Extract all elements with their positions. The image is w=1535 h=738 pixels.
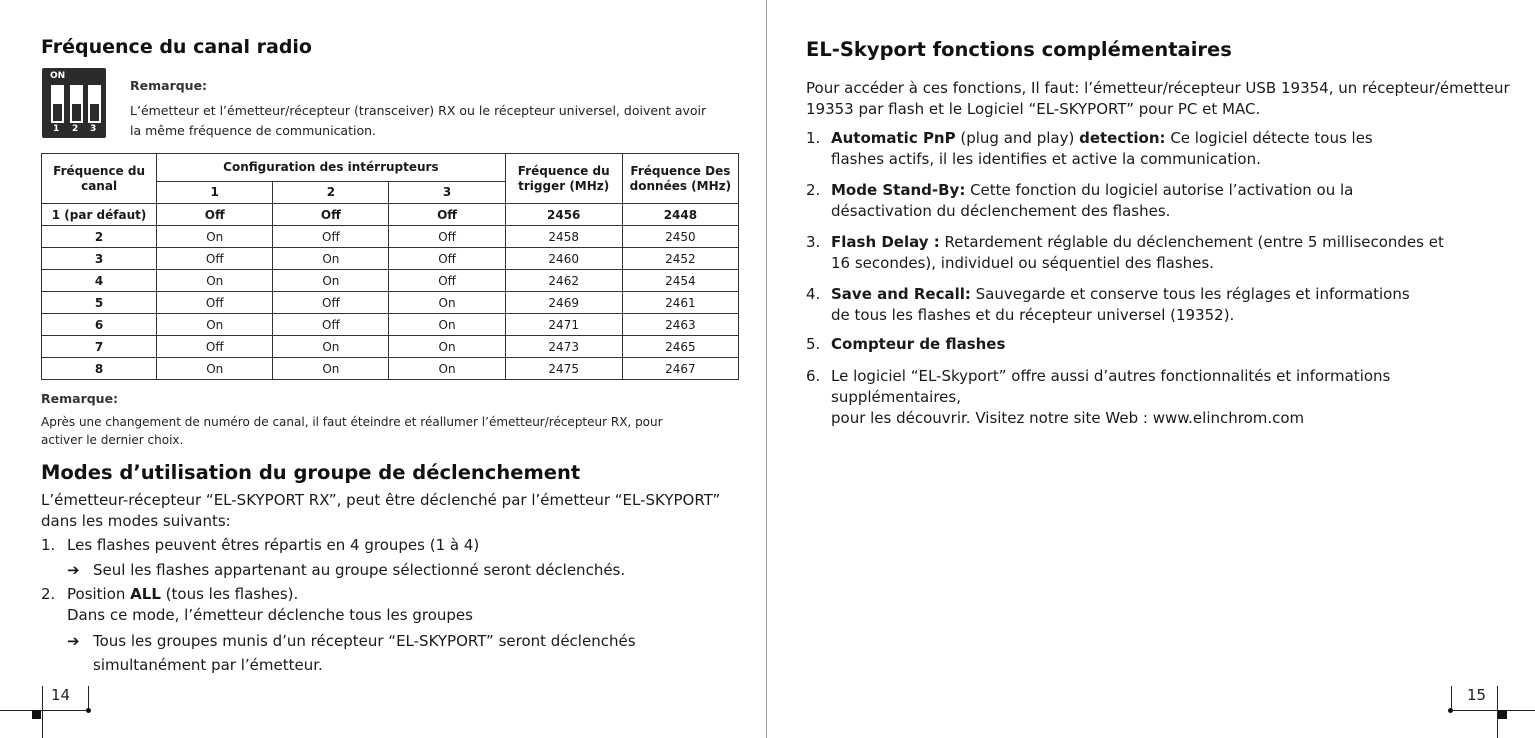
cell-trigger: 2456 xyxy=(505,204,622,226)
list-item: Les flashes peuvent êtres répartis en 4 groupes (1 à 4) xyxy=(67,536,480,554)
modes-intro-line1: L’émetteur-récepteur “EL-SKYPORT RX”, peut être déclenché par l’émetteur “EL-SKYPORT” xyxy=(41,491,721,509)
note-text-2-line1: Après une changement de numéro de canal, il faut éteindre et réallumer l’émetteur/récepteur RX, pour xyxy=(41,415,663,429)
crop-square-mark xyxy=(1498,710,1507,719)
table-row xyxy=(42,336,739,358)
cell-sw3: On xyxy=(389,358,505,380)
cell-sw2: On xyxy=(273,248,389,270)
item-bold: ALL xyxy=(130,585,161,603)
cell-channel: 4 xyxy=(42,270,157,292)
cell-sw3: On xyxy=(389,314,505,336)
frequency-table xyxy=(41,153,739,380)
crop-dot-mark xyxy=(1448,708,1453,713)
list-subitem xyxy=(67,559,625,581)
list-subitem xyxy=(67,630,636,652)
cell-channel: 3 xyxy=(42,248,157,270)
item-text: (plug and play) xyxy=(955,129,1080,147)
cell-data: 2448 xyxy=(622,204,738,226)
cell-sw3: Off xyxy=(389,204,505,226)
table-row xyxy=(42,248,739,270)
list-item-number: 1. xyxy=(806,129,821,147)
table-row xyxy=(42,314,739,336)
arrow-right-icon: ➔ xyxy=(67,632,80,650)
cell-sw2: On xyxy=(273,336,389,358)
col-header-config: Configuration des intérrupteurs xyxy=(157,154,505,182)
note-text-2-line2: activer le dernier choix. xyxy=(41,433,184,447)
crop-mark xyxy=(88,686,89,708)
dip-number-1: 1 xyxy=(53,124,60,134)
table-row xyxy=(42,226,739,248)
functions-intro-line1: Pour accéder à ces fonctions, Il faut: l’émetteur/récepteur USB 19354, un récepteur/émetteur xyxy=(806,79,1510,97)
subitem-text: Tous les groupes munis d’un récepteur “EL-SKYPORT” seront déclenchés xyxy=(93,632,636,650)
list-item-number: 6. xyxy=(806,367,821,385)
dip-switch-3 xyxy=(88,85,101,123)
item-bold: Mode Stand-By: xyxy=(831,181,966,199)
section-title-modes: Modes d’utilisation du groupe de déclenchement xyxy=(41,461,581,484)
cell-sw2: On xyxy=(273,270,389,292)
subitem-text: Seul les flashes appartenant au groupe sélectionné seront déclenchés. xyxy=(93,561,626,579)
modes-intro-line2: dans les modes suivants: xyxy=(41,512,231,530)
cell-sw1: Off xyxy=(157,248,273,270)
item-bold: Automatic PnP xyxy=(831,129,956,147)
cell-data: 2467 xyxy=(622,358,738,380)
cell-channel: 6 xyxy=(42,314,157,336)
dip-number-2: 2 xyxy=(72,124,79,134)
table-row xyxy=(42,270,739,292)
functions-intro-line2: 19353 par flash et le Logiciel “EL-SKYPORT” pour PC et MAC. xyxy=(806,100,1261,118)
cell-channel: 5 xyxy=(42,292,157,314)
cell-sw1: On xyxy=(157,314,273,336)
cell-data: 2463 xyxy=(622,314,738,336)
item-bold: Compteur de flashes xyxy=(831,335,1006,353)
cell-sw2: Off xyxy=(273,314,389,336)
cell-trigger: 2475 xyxy=(505,358,622,380)
cell-sw3: On xyxy=(389,292,505,314)
cell-data: 2465 xyxy=(622,336,738,358)
crop-square-mark xyxy=(32,710,41,719)
cell-channel: 7 xyxy=(42,336,157,358)
cell-trigger: 2460 xyxy=(505,248,622,270)
col-header-sw1: 1 xyxy=(157,182,273,204)
cell-sw2: Off xyxy=(273,292,389,314)
table-row xyxy=(42,292,739,314)
item-text: Position xyxy=(67,585,131,603)
item-text-line2: flashes actifs, il les identifies et active la communication. xyxy=(831,150,1261,168)
cell-data: 2461 xyxy=(622,292,738,314)
cell-sw1: On xyxy=(157,270,273,292)
cell-sw2: Off xyxy=(273,204,389,226)
dip-switch-1 xyxy=(51,85,64,123)
dip-switch-2 xyxy=(70,85,83,123)
list-item-number: 2. xyxy=(41,585,56,603)
item-text: Retardement réglable du déclenchement (entre 5 millisecondes et xyxy=(939,233,1444,251)
page-title-left: Fréquence du canal radio xyxy=(41,36,312,58)
cell-trigger: 2471 xyxy=(505,314,622,336)
cell-trigger: 2469 xyxy=(505,292,622,314)
dip-on-label: ON xyxy=(50,71,66,81)
note-label-1: Remarque: xyxy=(130,78,208,93)
col-header-sw3: 3 xyxy=(389,182,505,204)
note-text-1-line2: la même fréquence de communication. xyxy=(130,123,377,138)
list-item-number: 5. xyxy=(806,335,821,353)
cell-channel: 8 xyxy=(42,358,157,380)
table-row xyxy=(42,358,739,380)
cell-sw2: On xyxy=(273,358,389,380)
cell-trigger: 2462 xyxy=(505,270,622,292)
item-text-line2: désactivation du déclenchement des flashes. xyxy=(831,202,1171,220)
item-text-line2: pour les découvrir. Visitez notre site Web : www.elinchrom.com xyxy=(831,409,1305,427)
item-bold: Flash Delay : xyxy=(831,233,940,251)
left-page xyxy=(0,0,766,738)
cell-sw1: On xyxy=(157,226,273,248)
cell-trigger: 2458 xyxy=(505,226,622,248)
list-item-number: 2. xyxy=(806,181,821,199)
list-item xyxy=(67,584,298,604)
cell-channel: 2 xyxy=(42,226,157,248)
crop-mark xyxy=(0,710,88,711)
item-text: (tous les flashes). xyxy=(160,585,299,603)
item-text: Sauvegarde et conserve tous les réglages et informations xyxy=(970,285,1410,303)
item-text: Cette fonction du logiciel autorise l’activation ou la xyxy=(965,181,1354,199)
page-number-right: 15 xyxy=(1467,686,1487,704)
col-header-sw2: 2 xyxy=(273,182,389,204)
page-title-right: EL-Skyport fonctions complémentaires xyxy=(806,38,1232,61)
cell-sw3: Off xyxy=(389,270,505,292)
cell-trigger: 2473 xyxy=(505,336,622,358)
item-bold: detection: xyxy=(1079,129,1166,147)
list-subitem-line2: simultanément par l’émetteur. xyxy=(93,656,323,674)
cell-channel: 1 (par défaut) xyxy=(42,204,157,226)
cell-data: 2450 xyxy=(622,226,738,248)
list-item-number: 3. xyxy=(806,233,821,251)
cell-sw1: Off xyxy=(157,204,273,226)
cell-sw1: Off xyxy=(157,292,273,314)
cell-sw3: Off xyxy=(389,248,505,270)
cell-data: 2452 xyxy=(622,248,738,270)
list-item-number: 4. xyxy=(806,285,821,303)
dip-switch-icon xyxy=(42,68,106,138)
note-label-2: Remarque: xyxy=(41,391,119,406)
cell-sw3: Off xyxy=(389,226,505,248)
crop-dot-mark xyxy=(86,708,91,713)
list-item-number: 1. xyxy=(41,536,56,554)
crop-mark xyxy=(1451,710,1535,711)
arrow-right-icon: ➔ xyxy=(67,561,80,579)
col-header-channel: Fréquence du canal xyxy=(42,154,157,204)
page-number-left: 14 xyxy=(51,686,71,704)
list-item-line2: Dans ce mode, l’émetteur déclenche tous les groupes xyxy=(67,606,473,624)
table-row xyxy=(42,204,739,226)
item-text-line2: 16 secondes), individuel ou séquentiel des flashes. xyxy=(831,254,1214,272)
cell-sw1: Off xyxy=(157,336,273,358)
item-text: Le logiciel “EL-Skyport” offre aussi d’autres fonctionnalités et informations supplémentaires, xyxy=(831,367,1391,406)
dip-number-3: 3 xyxy=(90,124,97,134)
col-header-trigger: Fréquence du trigger (MHz) xyxy=(505,154,622,204)
cell-data: 2454 xyxy=(622,270,738,292)
cell-sw2: Off xyxy=(273,226,389,248)
item-bold: Save and Recall: xyxy=(831,285,971,303)
col-header-data: Fréquence Des données (MHz) xyxy=(622,154,738,204)
item-text-line2: de tous les flashes et du récepteur universel (19352). xyxy=(831,306,1235,324)
item-text: Ce logiciel détecte tous les xyxy=(1165,129,1373,147)
note-text-1-line1: L’émetteur et l’émetteur/récepteur (transceiver) RX ou le récepteur universel, doivent avoir xyxy=(130,103,707,118)
cell-sw3: On xyxy=(389,336,505,358)
crop-mark xyxy=(1451,686,1452,708)
cell-sw1: On xyxy=(157,358,273,380)
crop-mark xyxy=(42,686,43,738)
